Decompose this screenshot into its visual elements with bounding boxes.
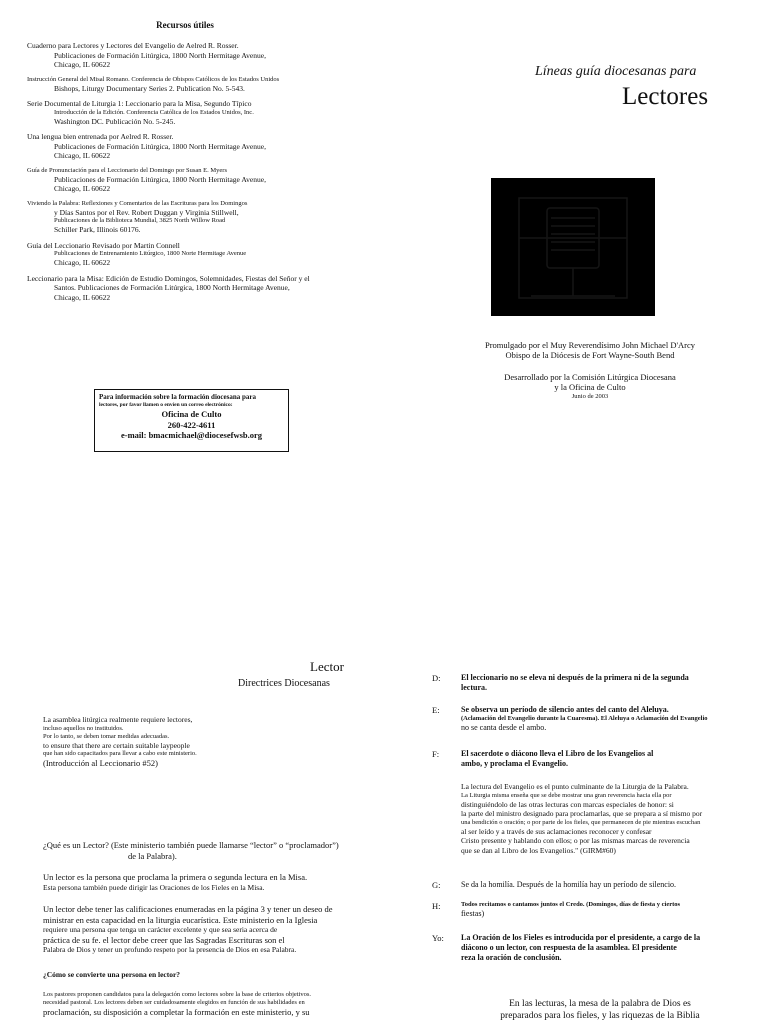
cover-developed: Desarrollado por la Comisión Litúrgica Diocesana xyxy=(504,372,676,382)
resource-line: Bishops, Liturgy Documentary Series 2. Publication No. 5-543. xyxy=(54,83,245,93)
guideline-letter: F: xyxy=(432,749,440,759)
guideline-line: diácono o un lector, con respuesta de la asamblea. El presidente xyxy=(461,943,677,952)
paragraph-line: Palabra de Dios y tener un profundo respeto por la presencia de Dios en esa Palabra. xyxy=(43,945,297,954)
paragraph-candidates xyxy=(43,991,353,1018)
guideline-item xyxy=(432,749,767,769)
resource-line: Publicaciones de la Biblioteca Mundial, 3825 North Willow Road xyxy=(54,217,226,224)
resource-line: Santos. Publicaciones de Formación Litúrgica, 1800 North Hermitage Avenue, xyxy=(54,283,290,292)
guideline-line: ambo, y proclama el Evangelio. xyxy=(461,759,568,768)
paragraph-line: ministrar en esta capacidad en la liturgia eucarística. Este ministerio en la Iglesia xyxy=(43,914,318,925)
guideline-item xyxy=(432,705,767,733)
lectern-book-icon xyxy=(491,178,655,316)
resource-line: Serie Documental de Liturgia 1: Leccionario para la Misa, Segundo Típico xyxy=(27,99,252,108)
guideline-line: no se canta desde el ambo. xyxy=(461,723,547,732)
resource-item xyxy=(27,41,327,70)
quote-line: incluso aquellos no instituidos. xyxy=(43,724,124,732)
resource-line: Guía de Pronunciación para el Leccionario del Domingo por Susan E. Myers xyxy=(27,166,227,174)
cover-image xyxy=(491,178,655,316)
gospel-line: distinguiéndolo de las otras lecturas con marcas especiales de honor: si xyxy=(461,799,674,809)
guideline-text xyxy=(461,705,767,733)
resource-item xyxy=(27,167,327,194)
resource-line: Chicago, IL 60622 xyxy=(54,292,111,302)
paragraph-line: Un lector debe tener las calificaciones enumeradas en la página 3 y tener un deseo de xyxy=(43,904,333,914)
resource-item xyxy=(27,76,327,94)
guideline-item xyxy=(432,901,767,919)
gospel-line: La Liturgia misma enseña que se debe mostrar una gran reverencia hacia ella por xyxy=(461,791,672,799)
question-what-is-lector-cont: de la Palabra). xyxy=(128,851,177,861)
resource-line: Schiller Park, Illinois 60176. xyxy=(54,225,141,234)
question-how-become: ¿Cómo se convierte una persona en lector? xyxy=(43,970,181,979)
resource-line: Chicago, IL 60622 xyxy=(54,184,111,193)
resource-line: Guía del Leccionario Revisado por Martin Connell xyxy=(27,240,180,250)
guideline-text xyxy=(461,673,767,693)
guideline-letter: D: xyxy=(432,673,441,683)
paragraph-line: necesidad pastoral. Los lectores deben ser cuidadosamente elegidos en función de sus habilidades en xyxy=(43,999,305,1006)
quote-line: Por lo tanto, se deben tomar medidas adecuadas. xyxy=(43,732,170,740)
info-sub: lectores, por favor llamen o envíen un correo electrónico: xyxy=(99,402,233,408)
resource-line: Instrucción General del Misal Romano. Conferencia de Obispos Católicos de los Estados Unidos xyxy=(27,75,280,83)
paragraph-line: requiere una persona que tenga un carácter excelente y que sea seria acerca de xyxy=(43,925,278,934)
gospel-line: que se dan al Libro de los Evangelios." (GIRM#60) xyxy=(461,845,616,855)
resource-line: Publicaciones de Formación Litúrgica, 1800 North Hermitage Avenue, xyxy=(54,50,266,60)
guideline-line: El leccionario no se eleva ni después de la primera ni de la segunda xyxy=(461,673,689,682)
question-what-is-lector: ¿Qué es un Lector? (Este ministerio también puede llamarse “lector” o “proclamador”) xyxy=(43,840,339,850)
guideline-line: La Oración de los Fieles es introducida por el presidente, a cargo de la xyxy=(461,933,701,942)
resource-line: Leccionario para la Misa: Edición de Estudio Domingos, Solemnidades, Fiestas del Señor y el xyxy=(27,273,310,283)
guideline-letter: E: xyxy=(432,705,440,715)
resource-item xyxy=(27,99,327,126)
resource-item xyxy=(27,274,327,303)
guideline-line: lectura. xyxy=(461,683,487,692)
cover-promulgated: Promulgado por el Muy Reverendísimo John Michael D'Arcy xyxy=(485,340,695,350)
lector-title: Lector xyxy=(310,659,344,674)
resources-title: Recursos útiles xyxy=(156,20,214,30)
guideline-letter: H: xyxy=(432,901,441,911)
resource-line: Chicago, IL 60622 xyxy=(54,258,111,267)
resource-line: Una lengua bien entrenada por Aelred R. Rosser. xyxy=(27,132,174,141)
quote-line: que han sido capacitados para llevar a cabo este ministerio. xyxy=(43,750,197,757)
resource-line: Washington DC. Publicación No. 5-245. xyxy=(54,116,176,126)
lector-subtitle: Directrices Diocesanas xyxy=(238,678,330,689)
guideline-line: El sacerdote o diácono lleva el Libro de los Evangelios al xyxy=(461,749,654,758)
guideline-line: Se da la homilía. Después de la homilía hay un período de silencio. xyxy=(461,880,677,889)
footer-line-1: En las lecturas, la mesa de la palabra de Dios es xyxy=(509,999,691,1009)
guideline-text xyxy=(461,880,767,890)
guideline-letter: Yo: xyxy=(432,933,444,943)
lector-quote xyxy=(43,715,343,769)
guideline-line: Se observa un período de silencio antes del canto del Aleluya. xyxy=(461,705,669,714)
gospel-line: La lectura del Evangelio es el punto culminante de la Liturgia de la Palabra. xyxy=(461,782,689,791)
quote-line: La asamblea litúrgica realmente requiere lectores, xyxy=(43,715,193,724)
guideline-line: (Aclamación del Evangelio durante la Cuaresma). El Aleluya o Aclamación del Evangelio xyxy=(461,715,708,722)
cover-title: Lectores xyxy=(622,83,709,110)
cover-bishop: Obispo de la Diócesis de Fort Wayne-South Bend xyxy=(505,350,675,360)
gospel-line: una bendición o oración; o por parte de los fieles, que permanecen de pie mientras escuchan xyxy=(461,818,701,826)
guideline-line: fiestas) xyxy=(461,909,485,918)
resource-line: Chicago, IL 60622 xyxy=(54,60,111,69)
resource-line: Chicago, IL 60622 xyxy=(54,151,111,160)
cover-date: Junio de 2003 xyxy=(571,393,609,400)
resource-line: Publicaciones de Formación Litúrgica, 1800 North Hermitage Avenue, xyxy=(54,174,266,184)
resource-item xyxy=(27,132,327,161)
paragraph-definition: Un lector es la persona que proclama la primera o segunda lectura en la Misa. xyxy=(43,872,308,882)
guideline-text xyxy=(461,749,767,769)
gospel-line: Cristo presente y hablando con ellos; o por las mismas marcas de reverencia xyxy=(461,836,690,845)
paragraph-qualifications xyxy=(43,904,353,955)
resource-line: y Días Santos por el Rev. Robert Duggan y Virginia Stillwell, xyxy=(54,207,239,217)
gospel-paragraph xyxy=(461,782,767,855)
resource-line: Introducción de la Edición. Conferencia Católica de los Estados Unidos, Inc. xyxy=(54,108,254,116)
cover-office: y la Oficina de Culto xyxy=(554,382,626,392)
guideline-letter: G: xyxy=(432,880,441,890)
gospel-line: la parte del ministro designado para proclamarlas, que se prepara a sí mismo por xyxy=(461,809,703,818)
guideline-item xyxy=(432,880,767,890)
resource-item xyxy=(27,241,327,268)
resource-line: Viviendo la Palabra: Reflexiones y Comentarios de las Escrituras para los Domingos xyxy=(27,199,248,207)
guideline-item xyxy=(432,673,767,693)
cover-subtitle: Líneas guía diocesanas para xyxy=(535,64,697,79)
quote-line: to ensure that there are certain suitable laypeople xyxy=(43,740,190,750)
quote-line: (Introducción al Leccionario #52) xyxy=(43,758,158,768)
resources-list xyxy=(27,41,327,308)
resource-line: Publicaciones de Entrenamiento Litúrgico, 1800 Norte Hermitage Avenue xyxy=(54,250,247,257)
info-office: Oficina de Culto xyxy=(161,409,222,419)
paragraph-line: proclamación, su disposición a completar la formación en este ministerio, y su xyxy=(43,1007,310,1017)
paragraph-line: práctica de su fe. el lector debe creer que las Sagradas Escrituras son el xyxy=(43,934,285,945)
guideline-text xyxy=(461,933,767,963)
resource-line: Publicaciones de Formación Litúrgica, 1800 North Hermitage Avenue, xyxy=(54,141,266,151)
paragraph-line: Los pastores proponen candidatos para la delegación como lectores sobre la base de criterios objetivos. xyxy=(43,991,312,998)
info-box xyxy=(94,389,289,452)
guideline-item xyxy=(432,933,767,963)
guideline-line: Todos recitamos o cantamos juntos el Credo. (Domingos, días de fiesta y ciertos xyxy=(461,901,681,908)
info-email: e-mail: bmacmichael@diocesefwsb.org xyxy=(120,430,263,440)
resource-item xyxy=(27,200,327,235)
gospel-line: al ser leído y a través de sus aclamaciones reconocer y confesar xyxy=(461,826,652,836)
guideline-line: reza la oración de conclusión. xyxy=(461,953,562,962)
info-heading: Para información sobre la formación diocesana para xyxy=(99,393,256,401)
footer-line-2: preparados para los fieles, y las riquezas de la Biblia xyxy=(500,1011,700,1021)
resource-line: Cuaderno para Lectores y Lectores del Evangelio de Aelred R. Rosser. xyxy=(27,41,239,50)
guideline-text xyxy=(461,901,767,919)
info-phone: 260-422-4611 xyxy=(167,419,216,430)
paragraph-definition-2: Esta persona también puede dirigir las Oraciones de los Fieles en la Misa. xyxy=(43,883,265,892)
